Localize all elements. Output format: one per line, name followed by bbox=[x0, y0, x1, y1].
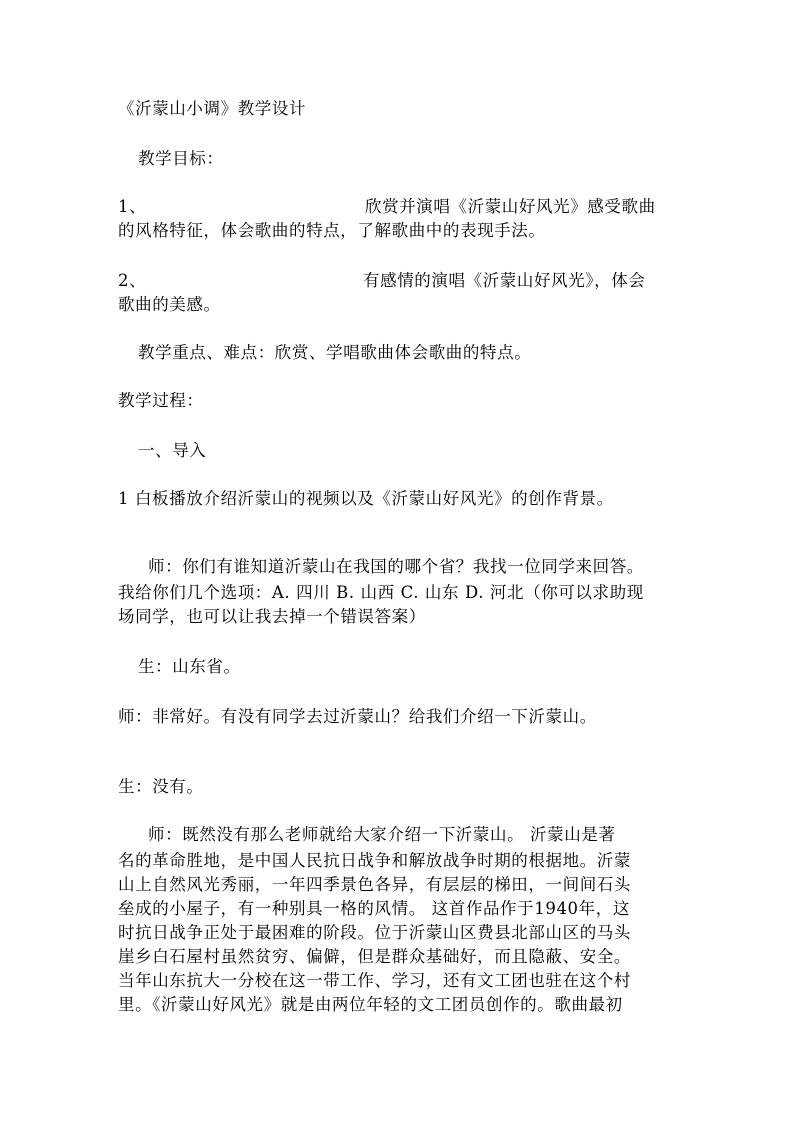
teacher-question-1-line-3: 场同学，也可以让我去掉一个错误答案） bbox=[118, 607, 426, 626]
teacher-intro-line-4: 垒成的小屋子，有一种别具一格的风情。 这首作品作于1940年，这 bbox=[118, 899, 630, 918]
key-points: 教学重点、难点：欣赏、学唱歌曲体会歌曲的特点。 bbox=[138, 343, 532, 362]
teacher-intro-line-1: 师：既然没有那么老师就给大家介绍一下沂蒙山。 沂蒙山是著 bbox=[148, 825, 616, 844]
objective-2-number: 2、 bbox=[118, 271, 147, 290]
teacher-question-1-line-1: 师：你们有谁知道沂蒙山在我国的哪个省？我找一位同学来回答。 bbox=[148, 557, 644, 576]
objective-1-number: 1、 bbox=[118, 197, 147, 216]
objectives-heading: 教学目标： bbox=[138, 149, 224, 168]
teacher-intro-line-3: 山上自然风光秀丽，一年四季景色各异，有层层的梯田，一间间石头 bbox=[118, 875, 631, 894]
section-intro-heading: 一、导入 bbox=[138, 441, 207, 460]
student-answer-1: 生：山东省。 bbox=[138, 657, 241, 676]
teacher-question-1-line-2: 我给你们几个选项：A. 四川 B. 山西 C. 山东 D. 河北（你可以求助现 bbox=[118, 583, 644, 602]
objective-1-text-b: 的风格特征，体会歌曲的特点，了解歌曲中的表现手法。 bbox=[118, 221, 546, 240]
teacher-intro-line-7: 当年山东抗大一分校在这一带工作、学习，还有文工团也驻在这个村 bbox=[118, 971, 631, 990]
objective-2-text-b: 歌曲的美感。 bbox=[118, 295, 221, 314]
objective-2-text-a: 有感情的演唱《沂蒙山好风光》，体会 bbox=[363, 271, 646, 290]
student-answer-2: 生：没有。 bbox=[118, 777, 204, 796]
teacher-intro-line-8: 里。《沂蒙山好风光》就是由两位年轻的文工团员创作的。歌曲最初 bbox=[118, 995, 623, 1014]
teacher-intro-line-5: 时抗日战争正处于最困难的阶段。位于沂蒙山区费县北部山区的马头 bbox=[118, 923, 631, 942]
step-1-text: 1 白板播放介绍沂蒙山的视频以及《沂蒙山好风光》的创作背景。 bbox=[118, 489, 614, 508]
objective-1-text-a: 欣赏并演唱《沂蒙山好风光》感受歌曲 bbox=[365, 197, 656, 216]
teacher-intro-line-2: 名的革命胜地，是中国人民抗日战争和解放战争时期的根据地。沂蒙 bbox=[118, 851, 631, 870]
teacher-intro-line-6: 崖乡白石屋村虽然贫穷、偏僻，但是群众基础好，而且隐蔽、安全。 bbox=[118, 947, 631, 966]
process-heading: 教学过程： bbox=[118, 391, 204, 410]
teacher-question-2: 师：非常好。有没有同学去过沂蒙山？给我们介绍一下沂蒙山。 bbox=[118, 707, 597, 726]
document-title: 《沂蒙山小调》教学设计 bbox=[118, 99, 307, 118]
